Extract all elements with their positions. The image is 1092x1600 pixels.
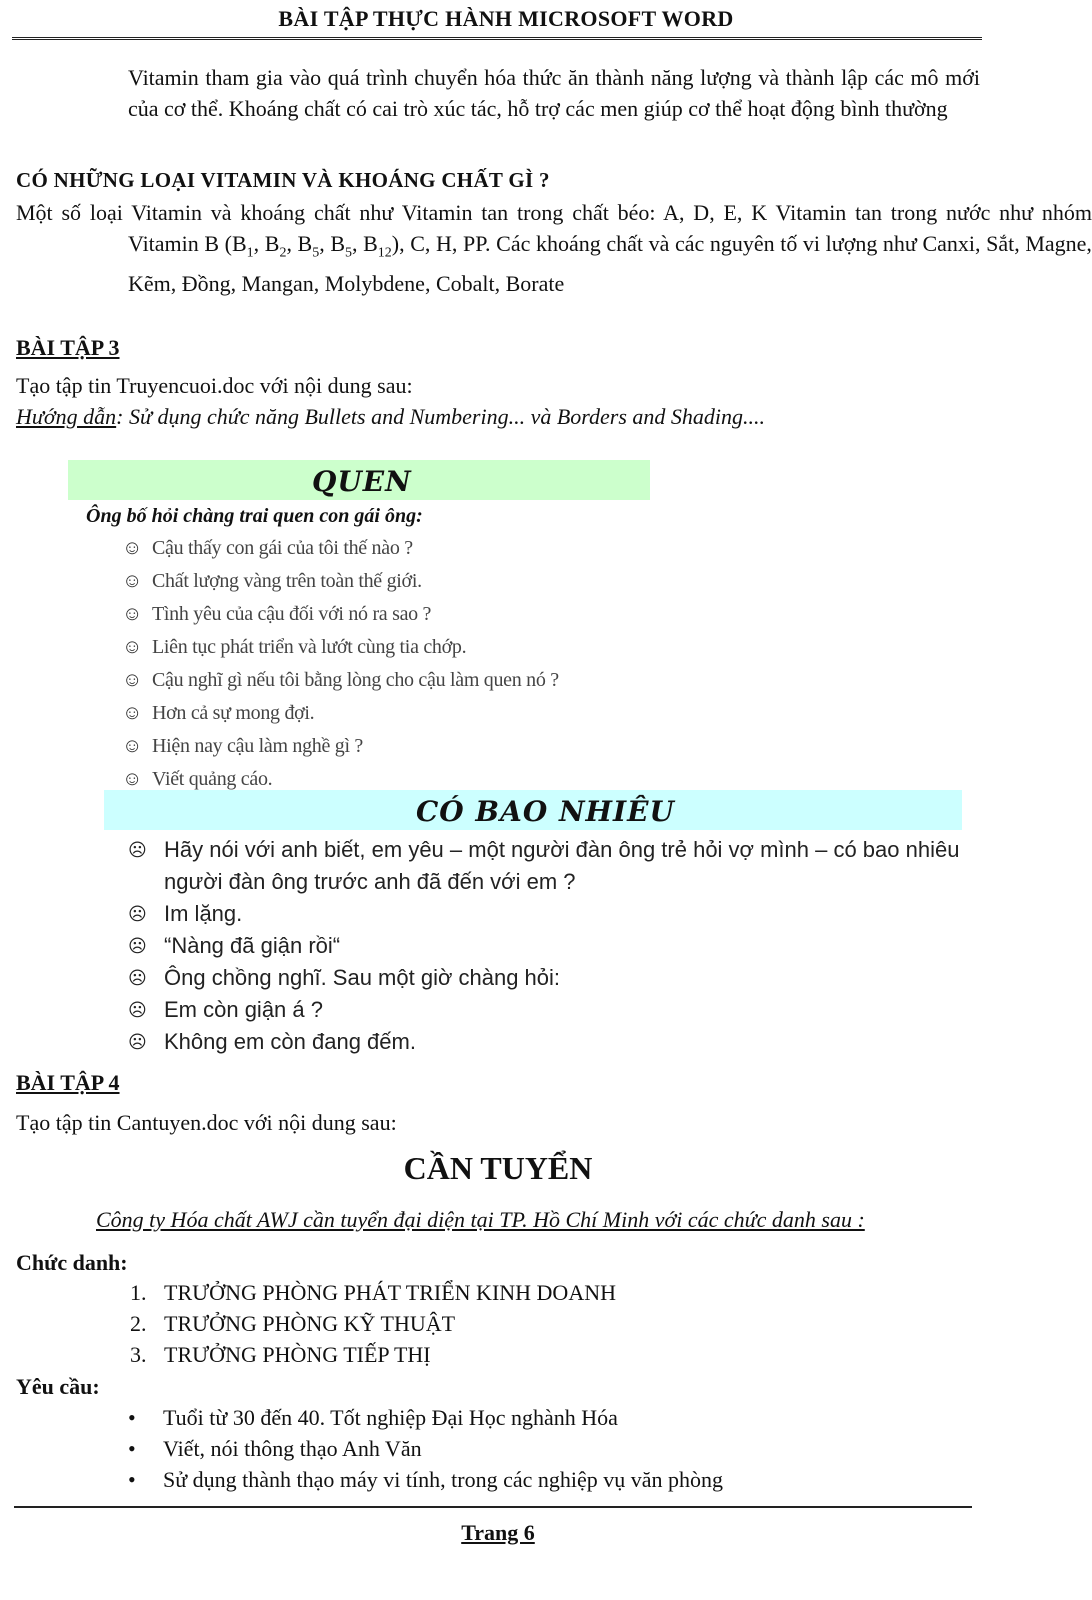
smiley-icon: ☺ (122, 537, 143, 559)
list-item: ☹ Hãy nói với anh biết, em yêu – một người đàn ông trẻ hỏi vợ mình – có bao nhiêu người đàn ông trước anh đã đến với em ? (164, 834, 964, 898)
list-item: ☺ Tình yêu của cậu đối với nó ra sao ? (122, 598, 822, 631)
frown-icon: ☹ (128, 968, 147, 988)
header-divider (12, 37, 982, 40)
list-item: ☺ Hơn cả sự mong đợi. (122, 697, 822, 730)
company-line: Công ty Hóa chất AWJ cần tuyển đại diện tại TP. Hồ Chí Minh với các chức danh sau : (96, 1207, 865, 1232)
bullet-icon: • (128, 1405, 136, 1430)
exercise-3-guide: Hướng dẫn: Sử dụng chức năng Bullets and Numbering... và Borders and Shading.... (16, 404, 766, 429)
intro-paragraph: Vitamin tham gia vào quá trình chuyển hóa thức ăn thành năng lượng và thành lập các mô mới của cơ thể. Khoáng chất có cai trò xúc tác, hỗ trợ các men giúp cơ thể hoạt động bình thường (128, 65, 980, 121)
list-item: • Viết, nói thông thạo Anh Văn (128, 1433, 723, 1464)
requirements-list (128, 1402, 723, 1495)
smiley-icon: ☺ (122, 702, 143, 724)
page-header-title: BÀI TẬP THỰC HÀNH MICROSOFT WORD (278, 6, 734, 31)
list-item: • Tuổi từ 30 đến 40. Tốt nghiệp Đại Học nghành Hóa (128, 1402, 723, 1433)
smiley-icon: ☺ (122, 768, 143, 790)
vitamin-heading: CÓ NHỮNG LOẠI VITAMIN VÀ KHOÁNG CHẤT GÌ ? (16, 168, 550, 192)
smiley-icon: ☺ (122, 735, 143, 757)
frown-icon: ☹ (128, 1032, 147, 1052)
list-item: ☺ Cậu thấy con gái của tôi thế nào ? (122, 532, 822, 565)
frown-icon: ☹ (128, 1000, 147, 1020)
list-item: 1. TRƯỞNG PHÒNG PHÁT TRIỂN KINH DOANH (130, 1280, 616, 1305)
list-item: ☹ Im lặng. (164, 898, 964, 930)
can-tuyen-title: CẦN TUYỂN (403, 1150, 593, 1186)
cobaonhieu-banner: CÓ BAO NHIÊU (104, 790, 962, 830)
vitamin-paragraph: Một số loại Vitamin và khoáng chất như Vitamin tan trong chất béo: A, D, E, K Vitamin tan trong nước như nhóm Vitamin B ($B_1$, $B_2$, $B_5$, $B_5$, $B_{12}$), C, H, PP. Các khoáng chất và các nguyên tố vi lượng như Canxi, Sắt, Magne, Kẽm, Đồng, Mangan, Molybdene, Cobalt, Borate (16, 200, 1092, 297)
exercise-3-title: BÀI TẬP 3 (16, 335, 120, 360)
quen-banner: QUEN (68, 460, 650, 500)
quen-lead: Ông bố hỏi chàng trai quen con gái ông: (86, 505, 423, 527)
list-item: ☺ Viết quảng cáo. (122, 763, 822, 796)
list-item: 2. TRƯỞNG PHÒNG KỸ THUẬT (130, 1311, 456, 1336)
bullet-icon: • (128, 1436, 136, 1461)
requirements-label: Yêu cầu: (16, 1374, 100, 1399)
quen-list (122, 532, 822, 796)
list-item: ☹ Không em còn đang đếm. (164, 1026, 964, 1058)
exercise-4-title: BÀI TẬP 4 (16, 1070, 120, 1095)
list-item: ☺ Liên tục phát triển và lướt cùng tia chớp. (122, 631, 822, 664)
positions-list (130, 1277, 616, 1370)
list-item: • Sử dụng thành thạo máy vi tính, trong các nghiệp vụ văn phòng (128, 1464, 723, 1495)
exercise-3-instruction: Tạo tập tin Truyencuoi.doc với nội dung sau: (16, 373, 413, 398)
page-number: Trang 6 (461, 1520, 535, 1545)
frown-icon: ☹ (128, 936, 147, 956)
list-item: ☹ Em còn giận á ? (164, 994, 964, 1026)
bullet-icon: • (128, 1467, 136, 1492)
list-item: ☺ Hiện nay cậu làm nghề gì ? (122, 730, 822, 763)
smiley-icon: ☺ (122, 603, 143, 625)
positions-label: Chức danh: (16, 1250, 128, 1275)
smiley-icon: ☺ (122, 636, 143, 658)
smiley-icon: ☺ (122, 570, 143, 592)
list-item: ☹ Ông chồng nghĩ. Sau một giờ chàng hỏi: (164, 962, 964, 994)
smiley-icon: ☺ (122, 669, 143, 691)
list-item: ☹ “Nàng đã giận rồi“ (164, 930, 964, 962)
exercise-4-instruction: Tạo tập tin Cantuyen.doc với nội dung sau: (16, 1110, 397, 1135)
list-item: 3. TRƯỞNG PHÒNG TIẾP THỊ (130, 1342, 431, 1367)
list-item: ☺ Cậu nghĩ gì nếu tôi bằng lòng cho cậu làm quen nó ? (122, 664, 822, 697)
cobaonhieu-list (128, 834, 964, 1058)
list-item: ☺ Chất lượng vàng trên toàn thế giới. (122, 565, 822, 598)
footer-divider (14, 1506, 972, 1508)
frown-icon: ☹ (128, 904, 147, 924)
frown-icon: ☹ (128, 840, 147, 860)
